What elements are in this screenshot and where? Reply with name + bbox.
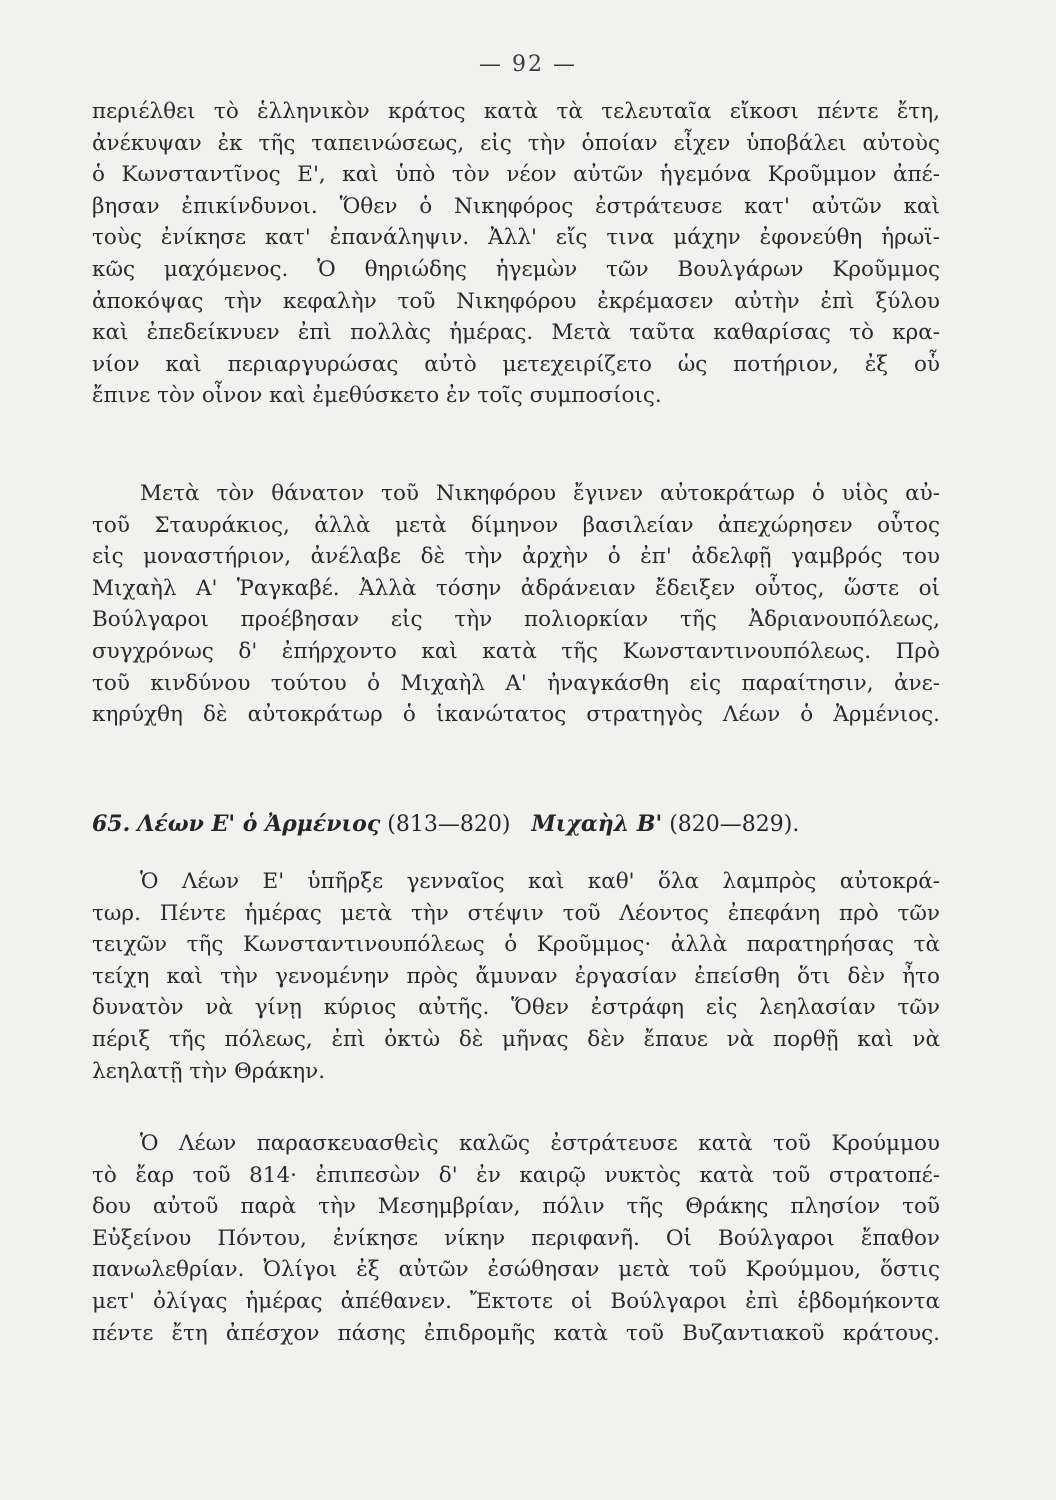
text-line: τοὺς ἐνίκησε κατ' ἐπανάληψιν. Ἀλλ' εἴς τινα μάχην ἐφονεύθη ἡρωϊ- xyxy=(92,225,940,251)
reign-years-1: (813—820) xyxy=(387,812,511,837)
text-line: συγχρόνως δ' ἐπήρχοντο καὶ κατὰ τῆς Κωνσταντινουπόλεως. Πρὸ xyxy=(92,638,940,664)
section-number: 65. xyxy=(92,811,131,837)
text-line: ὁ Κωνσταντῖνος Ε', καὶ ὑπὸ τὸν νέον αὐτῶν ἡγεμόνα Κροῦμμον ἀπέ- xyxy=(92,162,940,188)
text-line: ἀνέκυψαν ἐκ τῆς ταπεινώσεως, εἰς τὴν ὁποίαν εἶχεν ὑποβάλει αὐτοὺς xyxy=(92,130,940,156)
text-line: τοῦ Σταυράκιος, ἀλλὰ μετὰ δίμηνον βασιλείαν ἀπεχώρησεν οὗτος xyxy=(92,512,940,538)
text-line: πέριξ τῆς πόλεως, ἐπὶ ὀκτὼ δὲ μῆνας δὲν ἔπαυε νὰ πορθῇ καὶ νὰ xyxy=(92,1026,940,1052)
text-line: τωρ. Πέντε ἡμέρας μετὰ τὴν στέψιν τοῦ Λέοντος ἐπεφάνη πρὸ τῶν xyxy=(92,900,940,926)
text-line: Ὁ Λέων Ε' ὑπῆρξε γενναῖος καὶ καθ' ὅλα λαμπρὸς αὐτοκρά- xyxy=(140,869,940,894)
text-line: κηρύχθη δὲ αὐτοκράτωρ ὁ ἱκανώτατος στρατηγὸς Λέων ὁ Ἀρμένιος. xyxy=(92,702,940,728)
reign-years-2: (820—829). xyxy=(669,812,800,837)
text-line: κῶς μαχόμενος. Ὁ θηριώδης ἡγεμὼν τῶν Βουλγάρων Κροῦμμος xyxy=(92,256,940,282)
text-line: Ὁ Λέων παρασκευασθεὶς καλῶς ἐστράτευσε κατὰ τοῦ Κρούμμου xyxy=(140,1131,940,1156)
text-line: βησαν ἐπικίνδυνοι. Ὅθεν ὁ Νικηφόρος ἐστράτευσε κατ' αὐτῶν καὶ xyxy=(92,193,940,219)
text-line: δυνατὸν νὰ γίνῃ κύριος αὐτῆς. Ὅθεν ἐστράφη εἰς λεηλασίαν τῶν xyxy=(92,995,940,1021)
text-line: ἀποκόψας τὴν κεφαλὴν τοῦ Νικηφόρου ἐκρέμασεν αὐτὴν ἐπὶ ξύλου xyxy=(92,288,940,314)
text-line: Εὐξείνου Πόντου, ἐνίκησε νίκην περιφανῆ. Οἱ Βούλγαροι ἔπαθον xyxy=(92,1225,940,1251)
text-line: λεηλατῇ τὴν Θράκην. xyxy=(92,1058,326,1084)
text-line: τὸ ἔαρ τοῦ 814· ἐπιπεσὼν δ' ἐν καιρῷ νυκτὸς κατὰ τοῦ στρατοπέ- xyxy=(92,1162,940,1188)
paragraph-1 xyxy=(92,96,940,412)
text-line: τείχη καὶ τὴν γενομένην πρὸς ἄμυναν ἐργασίαν ἐπείσθη ὅτι δὲν ἦτο xyxy=(92,963,940,989)
text-line: νίον καὶ περιαργυρώσας αὐτὸ μετεχειρίζετο ὡς ποτήριον, ἐξ οὗ xyxy=(92,351,940,377)
text-line: Βούλγαροι προέβησαν εἰς τὴν πολιορκίαν τῆς Ἀδριανουπόλεως, xyxy=(92,607,940,633)
paragraph-3 xyxy=(92,866,940,1087)
text-line: Μετὰ τὸν θάνατον τοῦ Νικηφόρου ἔγινεν αὐτοκράτωρ ὁ υἱὸς αὐ- xyxy=(140,481,940,506)
ruler-name-1: Λέων Ε' ὁ Ἀρμένιος xyxy=(137,811,381,837)
text-line: τοῦ κινδύνου τούτου ὁ Μιχαὴλ Α' ἠναγκάσθη εἰς παραίτησιν, ἀνε- xyxy=(92,670,940,696)
page-number: — 92 — xyxy=(479,52,577,77)
text-line: Μιχαὴλ Α' Ῥαγκαβέ. Ἀλλὰ τόσην ἀδράνειαν ἔδειξεν οὗτος, ὥστε οἱ xyxy=(92,575,940,601)
text-line: ἔπινε τὸν οἶνον καὶ ἐμεθύσκετο ἐν τοῖς συμποσίοις. xyxy=(92,383,662,409)
text-line: πανωλεθρίαν. Ὀλίγοι ἐξ αὐτῶν ἐσώθησαν μετὰ τοῦ Κρούμμου, ὅστις xyxy=(92,1257,940,1283)
ruler-name-2: Μιχαὴλ Β' xyxy=(531,811,663,837)
section-heading xyxy=(92,808,940,841)
text-line: καὶ ἐπεδείκνυεν ἐπὶ πολλὰς ἡμέρας. Μετὰ ταῦτα καθαρίσας τὸ κρα- xyxy=(92,320,940,346)
text-line: εἰς μοναστήριον, ἀνέλαβε δὲ τὴν ἀρχὴν ὁ ἐπ' ἀδελφῇ γαμβρός του xyxy=(92,544,940,570)
text-line: πέντε ἔτη ἀπέσχον πάσης ἐπιδρομῆς κατὰ τοῦ Βυζαντιακοῦ κράτους. xyxy=(92,1320,940,1346)
text-line: δου αὐτοῦ παρὰ τὴν Μεσημβρίαν, πόλιν τῆς Θράκης πλησίον τοῦ xyxy=(92,1194,940,1220)
text-line: μετ' ὀλίγας ἡμέρας ἀπέθανεν. Ἔκτοτε οἱ Βούλγαροι ἐπὶ ἑβδομήκοντα xyxy=(92,1288,940,1314)
paragraph-4 xyxy=(92,1128,940,1349)
text-line: τειχῶν τῆς Κωνσταντινουπόλεως ὁ Κροῦμμος· ἀλλὰ παρατηρήσας τὰ xyxy=(92,932,940,958)
text-line: περιέλθει τὸ ἑλληνικὸν κράτος κατὰ τὰ τελευταῖα εἴκοσι πέντε ἔτη, xyxy=(92,99,940,124)
paragraph-2 xyxy=(92,478,940,731)
